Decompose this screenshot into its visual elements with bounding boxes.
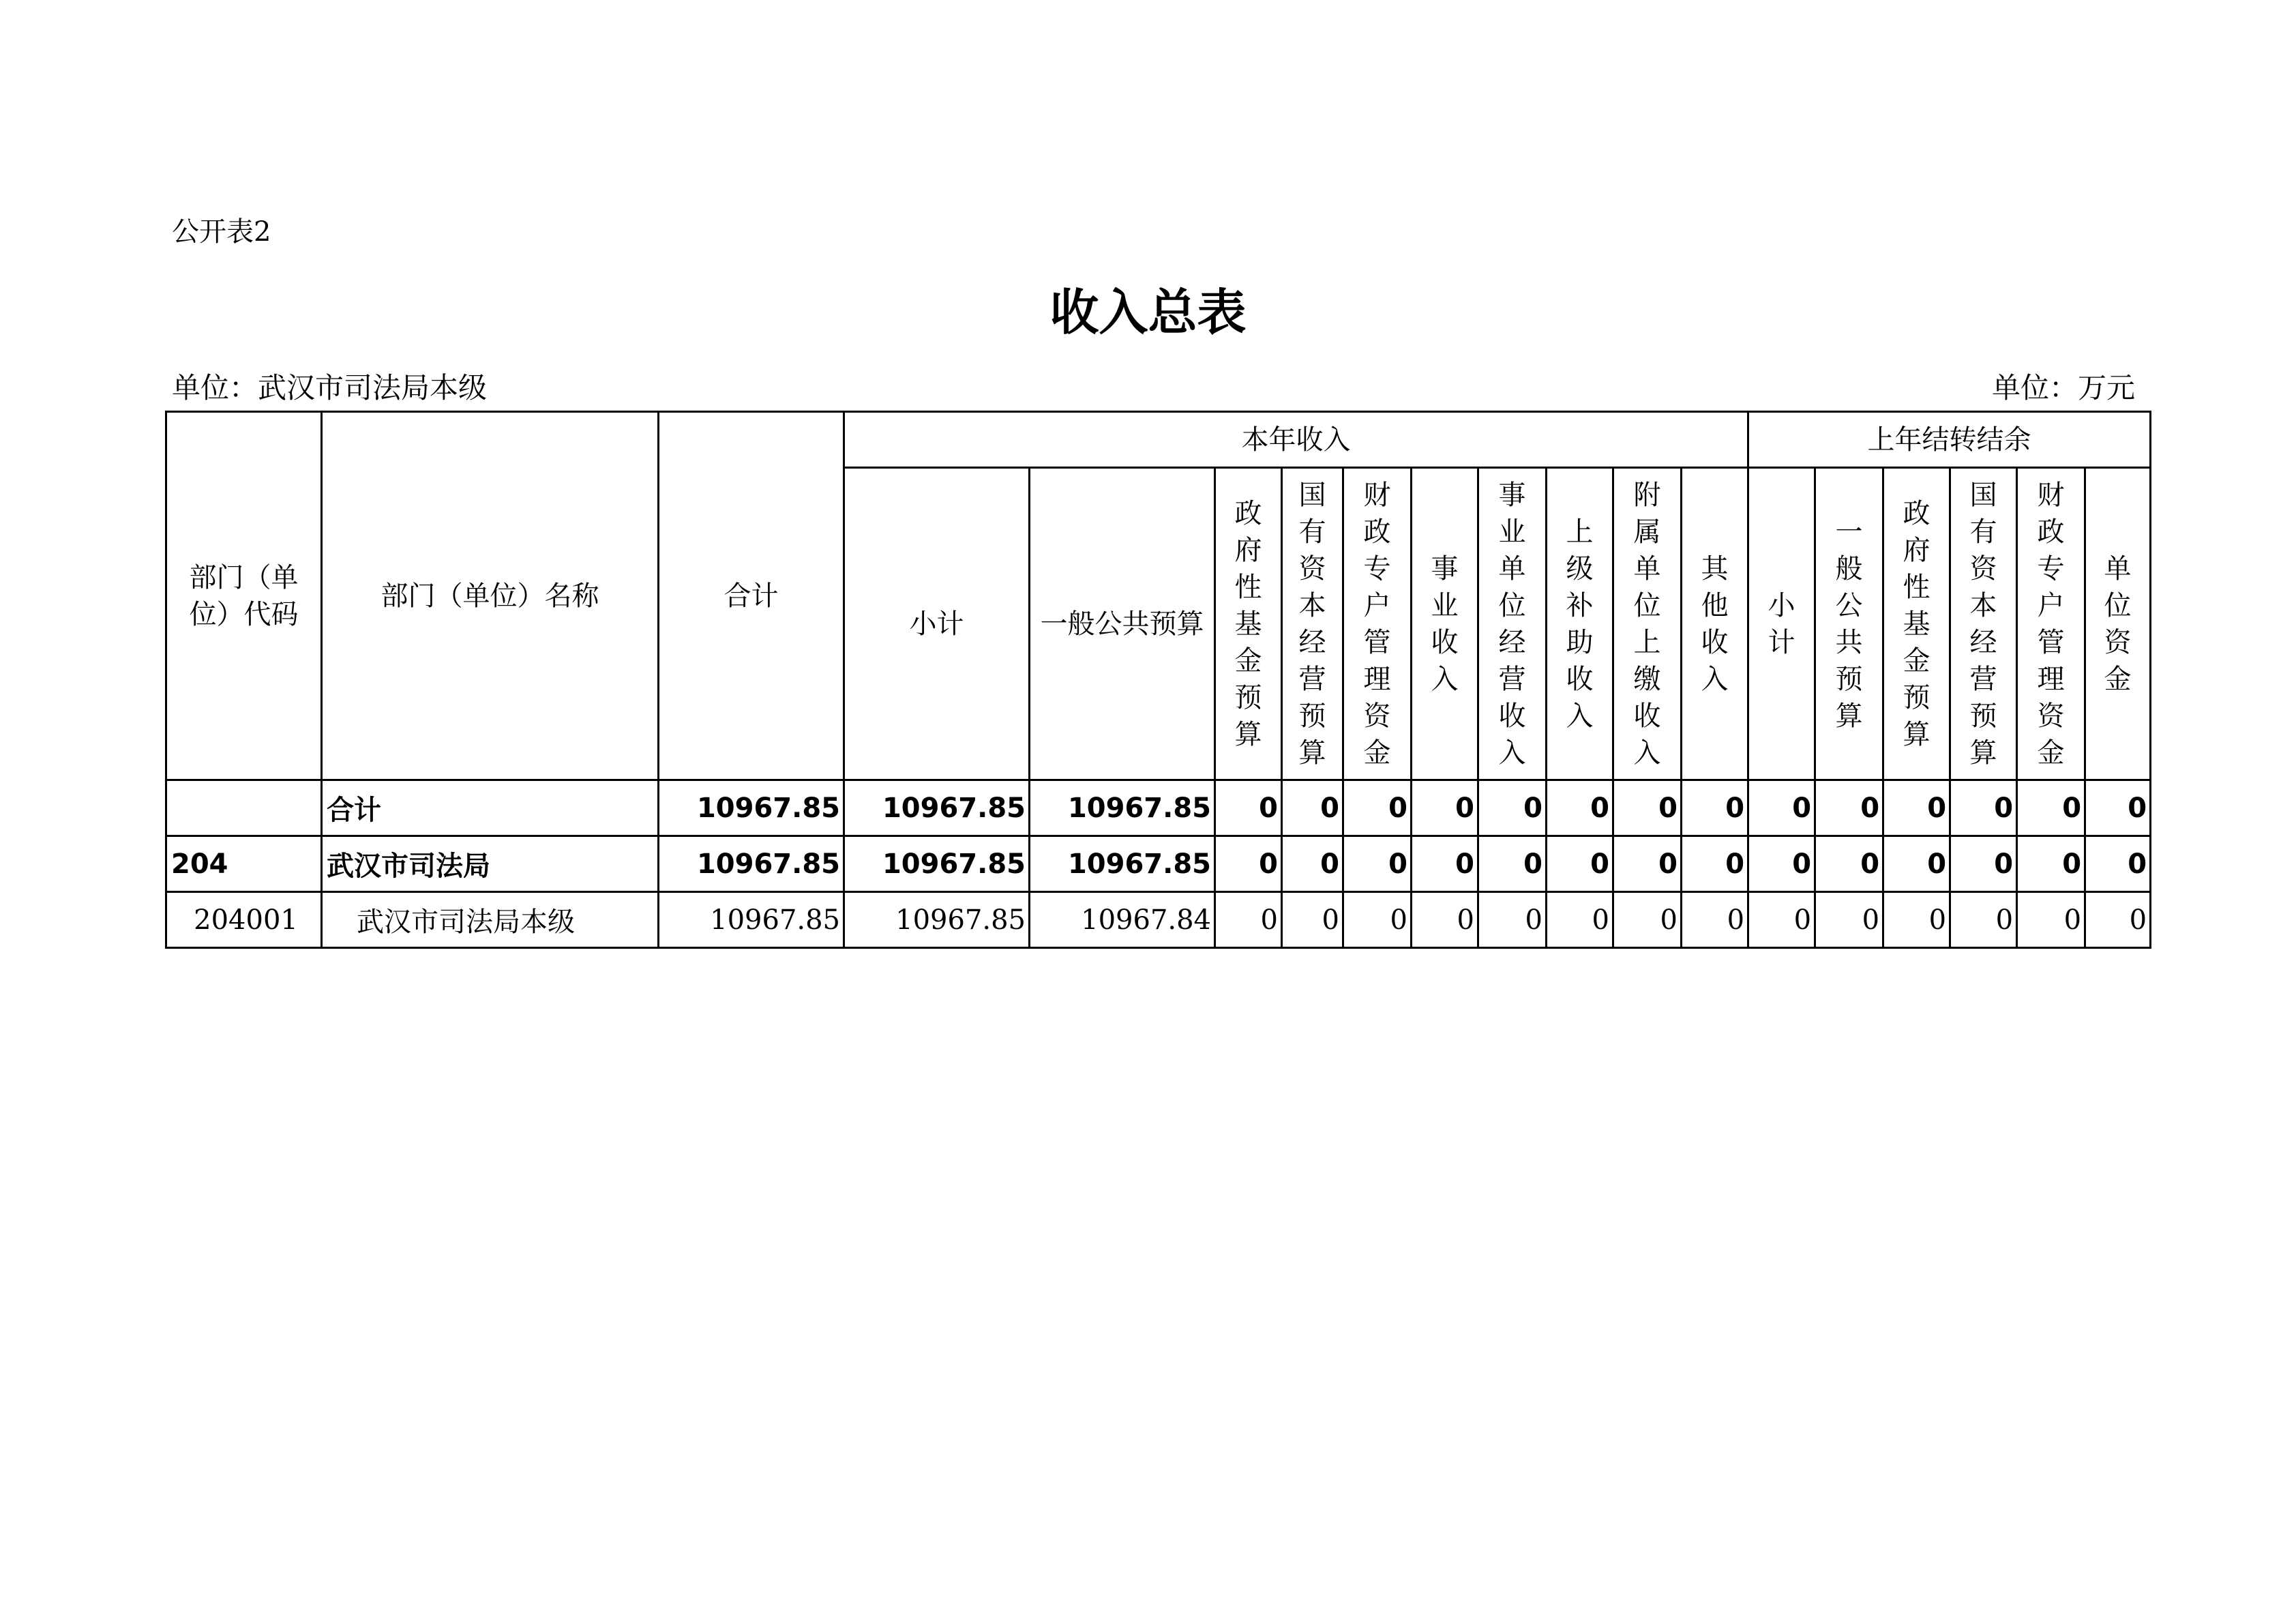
table-row-grand-total [166, 780, 2151, 836]
header-current-year-income: 本年收入 [844, 412, 1748, 468]
row-co-gov-fund-budget: 0 [1883, 892, 1950, 948]
row-code: 204 [166, 836, 322, 892]
row-cy-business-income: 0 [1412, 780, 1478, 836]
row-cy-gov-fund-budget: 0 [1215, 892, 1282, 948]
row-co-subtotal: 0 [1748, 836, 1815, 892]
row-cy-superior-subsidy: 0 [1547, 836, 1613, 892]
row-co-special-account-funds: 0 [2017, 836, 2085, 892]
row-cy-subordinate-remittance: 0 [1613, 836, 1682, 892]
header-cy-superior-subsidy: 上级补助收入 [1547, 468, 1613, 780]
row-cy-superior-subsidy: 0 [1547, 892, 1613, 948]
header-co-state-capital-budget: 国有资本经营预算 [1950, 468, 2017, 780]
row-cy-subtotal: 10967.85 [844, 780, 1030, 836]
row-cy-business-income: 0 [1412, 892, 1478, 948]
row-code: 204001 [166, 892, 322, 948]
row-cy-gov-fund-budget: 0 [1215, 836, 1282, 892]
row-co-general-budget: 0 [1815, 780, 1883, 836]
row-co-unit-funds: 0 [2085, 892, 2151, 948]
table-row-department [166, 836, 2151, 892]
row-cy-general-budget: 10967.84 [1030, 892, 1215, 948]
header-cy-subordinate-remittance: 附属单位上缴收入 [1613, 468, 1682, 780]
table-row-unit [166, 892, 2151, 948]
row-name: 武汉市司法局本级 [322, 892, 659, 948]
header-cy-special-account-funds: 财政专户管理资金 [1343, 468, 1412, 780]
row-cy-special-account-funds: 0 [1343, 780, 1412, 836]
row-cy-state-capital-budget: 0 [1282, 780, 1343, 836]
row-co-special-account-funds: 0 [2017, 780, 2085, 836]
header-co-special-account-funds: 财政专户管理资金 [2017, 468, 2085, 780]
header-name: 部门（单位）名称 [322, 412, 659, 780]
row-co-unit-funds: 0 [2085, 780, 2151, 836]
row-cy-other-income: 0 [1682, 892, 1748, 948]
row-cy-special-account-funds: 0 [1343, 836, 1412, 892]
header-cy-subtotal: 小计 [844, 468, 1030, 780]
row-cy-other-income: 0 [1682, 780, 1748, 836]
row-cy-state-capital-budget: 0 [1282, 892, 1343, 948]
row-co-gov-fund-budget: 0 [1883, 836, 1950, 892]
header-total: 合计 [659, 412, 844, 780]
row-cy-subtotal: 10967.85 [844, 836, 1030, 892]
header-co-subtotal: 小计 [1748, 468, 1815, 780]
row-name: 合计 [322, 780, 659, 836]
row-cy-general-budget: 10967.85 [1030, 836, 1215, 892]
row-cy-operating-income: 0 [1478, 892, 1547, 948]
row-cy-business-income: 0 [1412, 836, 1478, 892]
row-name: 武汉市司法局 [322, 836, 659, 892]
row-co-state-capital-budget: 0 [1950, 780, 2017, 836]
row-cy-superior-subsidy: 0 [1547, 780, 1613, 836]
header-cy-state-capital-budget: 国有资本经营预算 [1282, 468, 1343, 780]
header-cy-gov-fund-budget: 政府性基金预算 [1215, 468, 1282, 780]
row-cy-state-capital-budget: 0 [1282, 836, 1343, 892]
row-co-state-capital-budget: 0 [1950, 836, 2017, 892]
row-co-subtotal: 0 [1748, 780, 1815, 836]
row-co-general-budget: 0 [1815, 836, 1883, 892]
row-co-state-capital-budget: 0 [1950, 892, 2017, 948]
header-cy-operating-income: 事业单位经营收入 [1478, 468, 1547, 780]
header-cy-general-budget: 一般公共预算 [1030, 468, 1215, 780]
row-cy-subordinate-remittance: 0 [1613, 892, 1682, 948]
header-cy-business-income: 事业收入 [1412, 468, 1478, 780]
row-co-special-account-funds: 0 [2017, 892, 2085, 948]
row-cy-gov-fund-budget: 0 [1215, 780, 1282, 836]
row-cy-operating-income: 0 [1478, 836, 1547, 892]
income-summary-table [165, 411, 2151, 949]
row-total: 10967.85 [659, 780, 844, 836]
table-number-label: 公开表2 [172, 216, 271, 248]
row-co-subtotal: 0 [1748, 892, 1815, 948]
row-co-gov-fund-budget: 0 [1883, 780, 1950, 836]
row-cy-other-income: 0 [1682, 836, 1748, 892]
row-total: 10967.85 [659, 836, 844, 892]
header-co-gov-fund-budget: 政府性基金预算 [1883, 468, 1950, 780]
header-cy-other-income: 其他收入 [1682, 468, 1748, 780]
row-cy-subordinate-remittance: 0 [1613, 780, 1682, 836]
row-cy-operating-income: 0 [1478, 780, 1547, 836]
row-co-unit-funds: 0 [2085, 836, 2151, 892]
row-cy-special-account-funds: 0 [1343, 892, 1412, 948]
page-title: 收入总表 [1049, 284, 1247, 341]
unit-currency: 单位：万元 [1991, 371, 2135, 404]
unit-organization: 单位：武汉市司法局本级 [172, 371, 488, 404]
row-code [166, 780, 322, 836]
header-carryover: 上年结转结余 [1748, 412, 2151, 468]
row-co-general-budget: 0 [1815, 892, 1883, 948]
row-cy-general-budget: 10967.85 [1030, 780, 1215, 836]
header-code: 部门（单位）代码 [166, 412, 322, 780]
header-co-general-budget: 一般公共预算 [1815, 468, 1883, 780]
row-cy-subtotal: 10967.85 [844, 892, 1030, 948]
header-co-unit-funds: 单位资金 [2085, 468, 2151, 780]
row-total: 10967.85 [659, 892, 844, 948]
